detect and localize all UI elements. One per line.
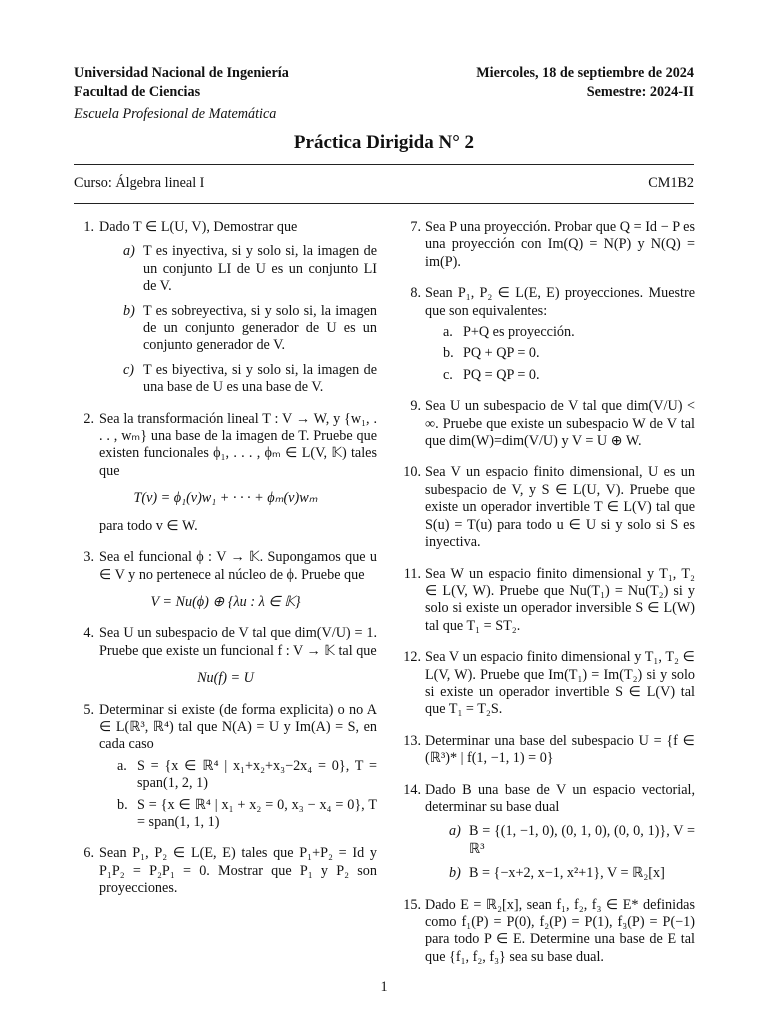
subitem bbox=[425, 345, 695, 362]
exercise-number: 7. bbox=[410, 219, 421, 235]
subitem-text: S = {x ∈ ℝ⁴ | x₁+x₂+x₃−2x₄ = 0}, T = span(1, 2, 1) bbox=[137, 757, 377, 792]
subitem-text: T es inyectiva, si y solo si, la imagen de un conjunto LI de U es un conjunto LI de V. bbox=[143, 243, 377, 295]
school-name: Escuela Profesional de Matemática bbox=[74, 106, 277, 122]
subitem-text: PQ = QP = 0. bbox=[463, 366, 540, 383]
subitem-label: a. bbox=[443, 324, 453, 341]
exercise-8 bbox=[399, 285, 695, 384]
exercise-number: 1. bbox=[83, 219, 94, 235]
exercise-text: Sea la transformación lineal T : V → W, y {w₁, . . . , wₘ} una base de la imagen de T. Pruebe que existen funcionales ϕ₁, . . . , ϕₘ ∈ L(V, 𝕂) tales que bbox=[99, 410, 377, 479]
subitem bbox=[425, 823, 695, 858]
subitem bbox=[99, 243, 377, 295]
subitem-text: B = {(1, −1, 0), (0, 1, 0), (0, 0, 1)}, V = ℝ³ bbox=[469, 823, 695, 857]
exercise-text: Sea el funcional ϕ : V → 𝕂. Supongamos que u ∈ V y no pertenece al núcleo de ϕ. Pruebe que bbox=[99, 549, 377, 583]
subitem-label: a. bbox=[117, 757, 127, 774]
exercise-number: 5. bbox=[83, 701, 94, 718]
subitem bbox=[99, 758, 377, 793]
exercise-number: 2. bbox=[83, 410, 94, 427]
subitem bbox=[99, 797, 377, 832]
exercise-number: 6. bbox=[83, 845, 94, 862]
exercise-number: 11. bbox=[403, 565, 421, 582]
subitem bbox=[425, 367, 695, 384]
exercise-15 bbox=[399, 897, 695, 967]
subitem bbox=[425, 865, 695, 882]
subitem-text: B = {−x+2, x−1, x²+1}, V = ℝ₂[x] bbox=[469, 865, 665, 882]
faculty-name: Facultad de Ciencias bbox=[74, 84, 201, 100]
exercise-text: Sea V un espacio finito dimensional y T₁, T₂ ∈ L(V, W). Pruebe que Im(T₁) = Im(T₂) si y solo si existe un operador invertible S ∈ L(V) tal que T₁ = T₂S. bbox=[425, 649, 695, 718]
subitem-label: c. bbox=[443, 366, 453, 383]
subitem-label: b. bbox=[443, 345, 454, 362]
exercise-7 bbox=[399, 219, 695, 271]
exercise-12 bbox=[399, 649, 695, 719]
exercise-number: 4. bbox=[83, 625, 94, 642]
course-rule bbox=[74, 203, 694, 204]
subitem-label: c) bbox=[123, 361, 135, 378]
display-equation: V = Nu(ϕ) ⊕ {λu : λ ∈ 𝕂} bbox=[150, 593, 301, 610]
subitem-text: P+Q es proyección. bbox=[463, 324, 575, 341]
exercise-number: 8. bbox=[410, 285, 421, 302]
exercise-number: 15. bbox=[403, 896, 421, 913]
subitem bbox=[99, 362, 377, 397]
exercise-11 bbox=[399, 566, 695, 636]
course-code: CM1B2 bbox=[648, 175, 694, 191]
subitem-text: T es sobreyectiva, si y solo si, la imagen de un conjunto generador de U es un conjunto generador de V. bbox=[143, 302, 377, 354]
display-equation: T(v) = ϕ₁(v)w₁ + · · · + ϕₘ(v)wₘ bbox=[133, 490, 318, 507]
exercise-4 bbox=[74, 625, 377, 687]
semester: Semestre: 2024-II bbox=[586, 84, 694, 100]
exercise-text: Sean P₁, P₂ ∈ L(E, E) proyecciones. Muestre que son equivalentes: bbox=[425, 285, 695, 319]
exercise-text: Sea V un espacio finito dimensional, U es un subespacio de V, y S ∈ L(U, V). Pruebe que existe un operador invertible T ∈ L(V) tal que S(u) = T(u) para todo u ∈ U si y solo si S es inyectiva. bbox=[425, 464, 695, 551]
exercise-text-after: para todo v ∈ W. bbox=[99, 517, 198, 534]
exercise-number: 3. bbox=[83, 549, 94, 566]
exercise-5 bbox=[74, 702, 377, 832]
exercise-text: Dado T ∈ L(U, V), Demostrar que bbox=[99, 219, 298, 235]
exercise-text: Determinar si existe (de forma explicita) o no A ∈ L(ℝ³, ℝ⁴) tal que N(A) = U y Im(A) = S, en cada caso bbox=[99, 701, 377, 753]
exercise-text: Sean P₁, P₂ ∈ L(E, E) tales que P₁+P₂ = Id y P₁P₂ = P₂P₁ = 0. Mostrar que P₁ y P₂ son proyecciones. bbox=[99, 845, 377, 897]
page-number: 1 bbox=[380, 979, 388, 995]
display-equation: Nu(f) = U bbox=[197, 670, 254, 687]
left-column bbox=[74, 219, 377, 912]
exercise-number: 10. bbox=[403, 464, 421, 481]
exercise-text: Sea U un subespacio de V tal que dim(V/U) = 1. Pruebe que existe un funcional f : V → 𝕂 tal que bbox=[99, 625, 377, 659]
exercise-3 bbox=[74, 549, 377, 611]
exercise-1 bbox=[74, 219, 377, 397]
exercise-13 bbox=[399, 733, 695, 768]
subitem-label: b. bbox=[117, 796, 128, 813]
university-name: Universidad Nacional de Ingeniería bbox=[74, 65, 289, 81]
subitem-label: b) bbox=[449, 865, 461, 882]
subitem-label: a) bbox=[449, 823, 461, 840]
subitem-text: T es biyectiva, si y solo si, la imagen de una base de U es una base de V. bbox=[143, 361, 377, 396]
exercise-2 bbox=[74, 411, 377, 535]
top-rule bbox=[74, 164, 694, 165]
subitem-text: S = {x ∈ ℝ⁴ | x₁ + x₂ = 0, x₃ − x₄ = 0}, T = span(1, 1, 1) bbox=[137, 796, 377, 830]
exercise-text: Sea W un espacio finito dimensional y T₁, T₂ ∈ L(V, W). Pruebe que Nu(T₁) = Nu(T₂) si y solo si existe un operador inversible S ∈ L(W) tal que T₁ = ST₂. bbox=[425, 565, 695, 634]
exercise-text: Dado B una base de V un espacio vectorial, determinar su base dual bbox=[425, 781, 695, 815]
exercise-14 bbox=[399, 782, 695, 883]
course-label: Curso: Álgebra lineal I bbox=[74, 175, 205, 191]
exercise-text: Sea U un subespacio de V tal que dim(V/U) < ∞. Pruebe que existe un subespacio W de V tal que dim(W)=dim(V/U) y V = U ⊕ W. bbox=[425, 398, 695, 450]
page-title: Práctica Dirigida N° 2 bbox=[293, 132, 475, 153]
exercise-number: 13. bbox=[403, 732, 421, 749]
date: Miercoles, 18 de septiembre de 2024 bbox=[476, 65, 694, 81]
exercise-text: Determinar una base del subespacio U = {f ∈ (ℝ³)* | f(1, −1, 1) = 0} bbox=[425, 732, 695, 767]
subitem bbox=[99, 303, 377, 355]
subitem-label: b) bbox=[123, 302, 135, 319]
right-column bbox=[399, 219, 695, 980]
subitem-text: PQ + QP = 0. bbox=[463, 345, 540, 362]
subitem bbox=[425, 324, 695, 341]
exercise-number: 14. bbox=[403, 781, 421, 798]
exercise-text: Dado E = ℝ₂[x], sean f₁, f₂, f₃ ∈ E* definidas como f₁(P) = P(0), f₂(P) = P(1), f₃(P) = P(−1) para todo P ∈ E. Determine una base de E tal que {f₁, f₂, f₃} sea su base dual. bbox=[425, 896, 695, 965]
exercise-number: 9. bbox=[410, 398, 421, 415]
exercise-number: 12. bbox=[403, 649, 421, 666]
exercise-10 bbox=[399, 464, 695, 551]
exercise-text: Sea P una proyección. Probar que Q = Id − P es una proyección con Im(Q) = N(P) y N(Q) = im(P). bbox=[425, 219, 695, 270]
exercise-6 bbox=[74, 845, 377, 897]
subitem-label: a) bbox=[123, 243, 135, 260]
exercise-9 bbox=[399, 398, 695, 450]
